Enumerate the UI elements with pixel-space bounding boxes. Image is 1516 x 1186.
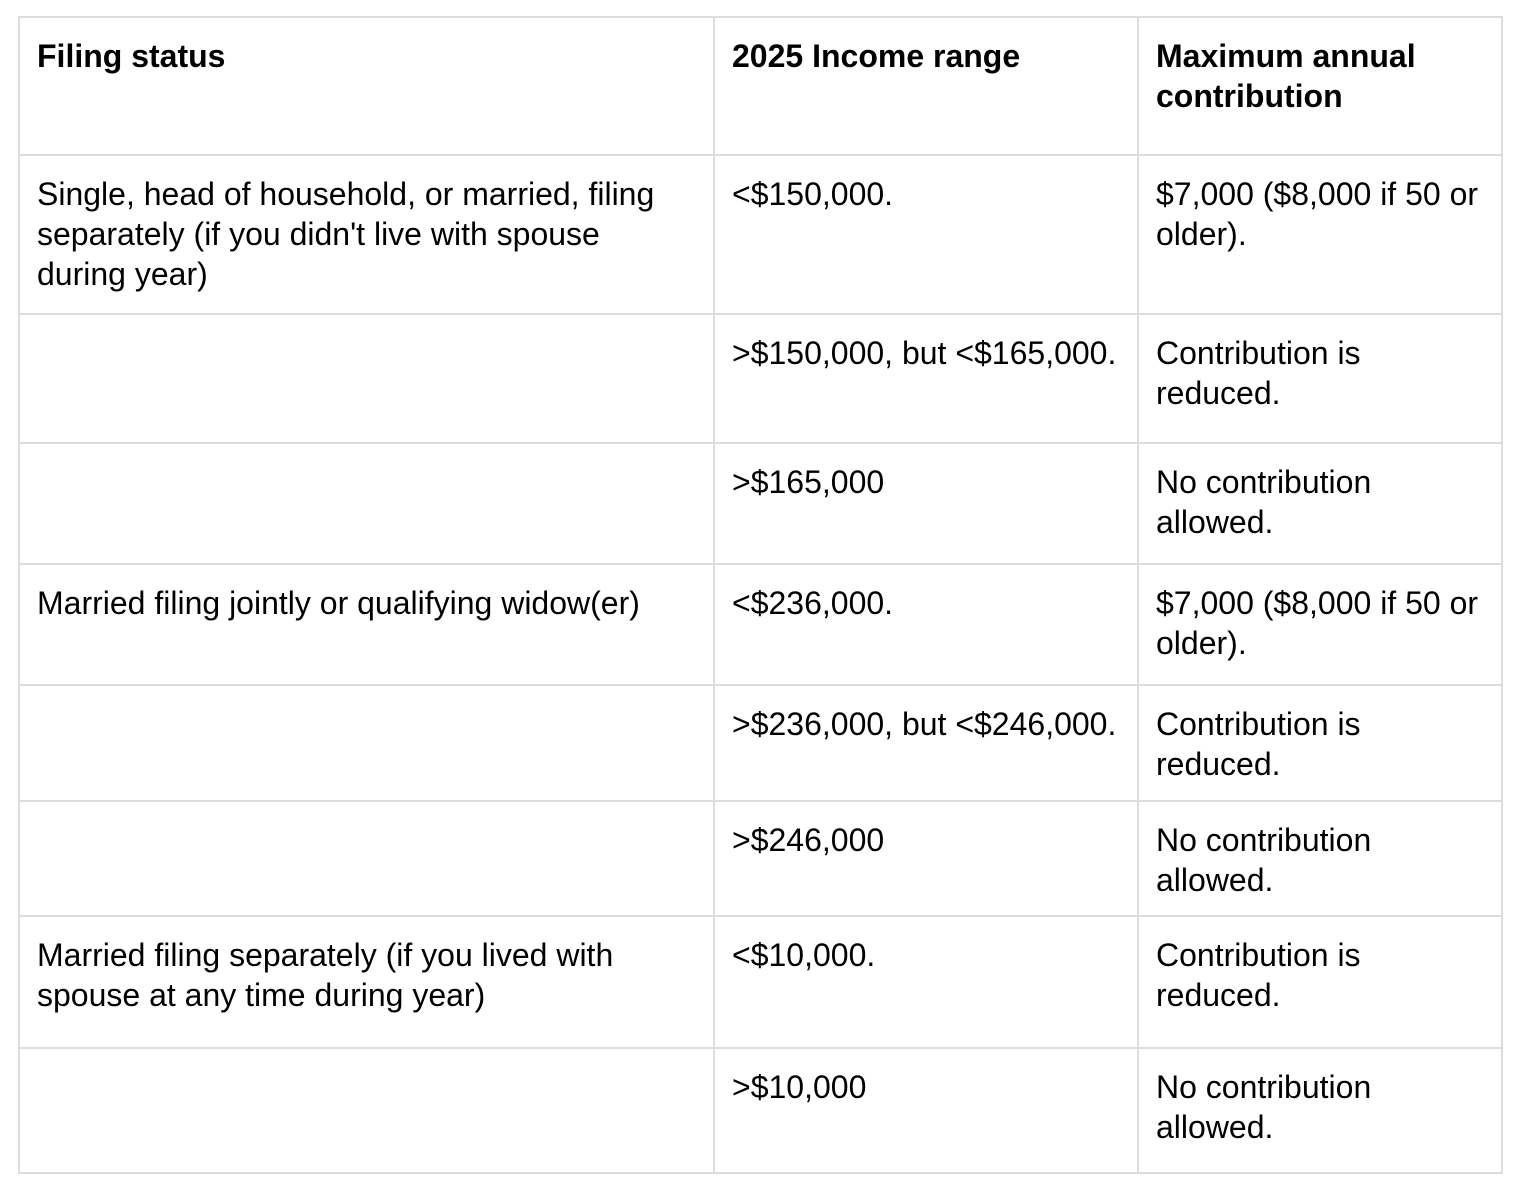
table-row [19, 443, 1502, 564]
max-contribution-cell: No contribution allowed. [1138, 801, 1502, 916]
income-range-cell: >$150,000, but <$165,000. [714, 314, 1138, 443]
filing-status-cell: Single, head of household, or married, filing separately (if you didn't live with spouse during year) [19, 155, 714, 314]
filing-status-cell [19, 314, 714, 443]
table-row [19, 916, 1502, 1048]
income-range-cell: <$150,000. [714, 155, 1138, 314]
max-contribution-cell: $7,000 ($8,000 if 50 or older). [1138, 564, 1502, 685]
max-contribution-cell: Contribution is reduced. [1138, 916, 1502, 1048]
header-income-range: 2025 Income range [714, 17, 1138, 155]
table-row [19, 801, 1502, 916]
income-range-cell: >$236,000, but <$246,000. [714, 685, 1138, 801]
max-contribution-cell: $7,000 ($8,000 if 50 or older). [1138, 155, 1502, 314]
table-row [19, 314, 1502, 443]
table-row [19, 564, 1502, 685]
income-range-cell: <$236,000. [714, 564, 1138, 685]
filing-status-cell [19, 801, 714, 916]
filing-status-cell [19, 685, 714, 801]
header-max-contribution: Maximum annual contribution [1138, 17, 1502, 155]
table-row [19, 155, 1502, 314]
max-contribution-cell: Contribution is reduced. [1138, 685, 1502, 801]
max-contribution-cell: Contribution is reduced. [1138, 314, 1502, 443]
table-row [19, 685, 1502, 801]
income-range-cell: >$246,000 [714, 801, 1138, 916]
header-filing-status: Filing status [19, 17, 714, 155]
filing-status-cell [19, 1048, 714, 1173]
filing-status-cell [19, 443, 714, 564]
max-contribution-cell: No contribution allowed. [1138, 1048, 1502, 1173]
income-range-cell: >$165,000 [714, 443, 1138, 564]
income-range-cell: >$10,000 [714, 1048, 1138, 1173]
filing-status-cell: Married filing separately (if you lived with spouse at any time during year) [19, 916, 714, 1048]
income-range-cell: <$10,000. [714, 916, 1138, 1048]
table-header-row [19, 17, 1502, 155]
filing-status-cell: Married filing jointly or qualifying widow(er) [19, 564, 714, 685]
table-row [19, 1048, 1502, 1173]
contribution-limits-table [18, 16, 1503, 1174]
max-contribution-cell: No contribution allowed. [1138, 443, 1502, 564]
